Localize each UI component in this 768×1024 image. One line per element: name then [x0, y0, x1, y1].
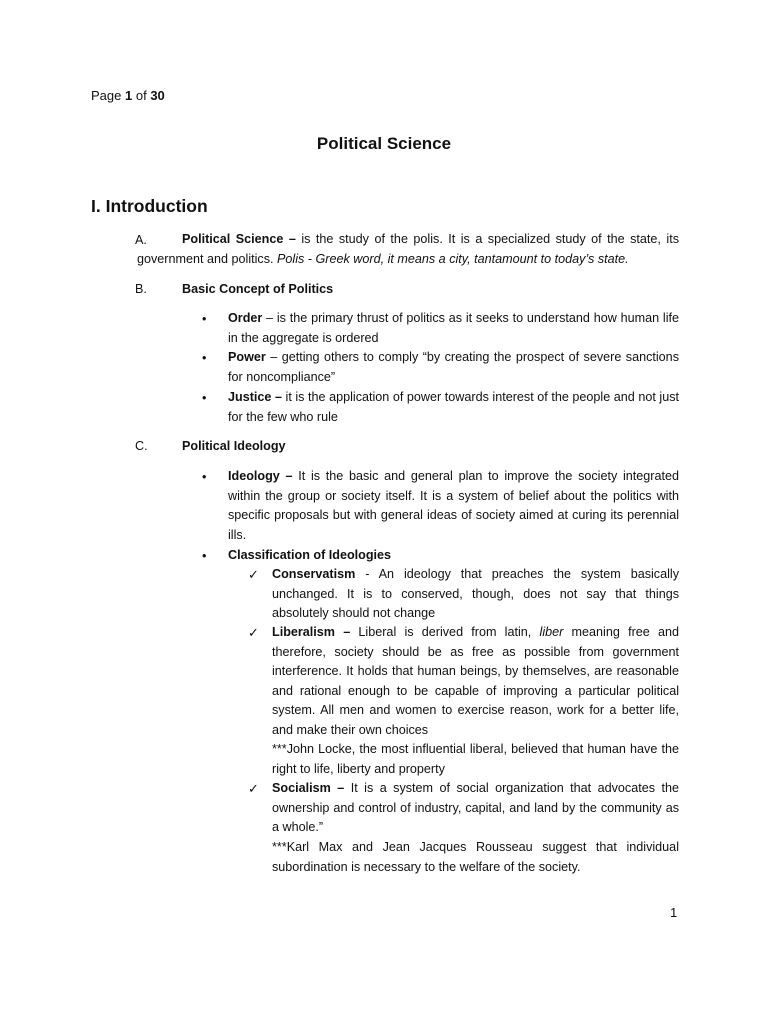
page-prefix: Page: [91, 88, 122, 103]
item-letter-b: B.: [135, 282, 147, 296]
conservatism-text: - An ideology that preaches the system basically unchanged. It is to conserved, though, does not say that things absolutely should not change: [272, 567, 679, 621]
socialism-note: ***Karl Max and Jean Jacques Rousseau suggest that individual subordination is necessary to the welfare of the society.: [272, 840, 679, 874]
order-text: – is the primary thrust of politics as it seeks to understand how human life in the aggregate is ordered: [228, 311, 679, 345]
item-conservatism: [272, 565, 679, 624]
bullet-icon: •: [202, 312, 207, 326]
item-socialism: [272, 779, 679, 838]
term-justice: Justice –: [228, 390, 282, 404]
term-power: Power: [228, 350, 266, 364]
page-of: of: [135, 88, 147, 103]
bullet-ideology: [228, 467, 679, 545]
term-socialism: Socialism –: [272, 781, 345, 795]
item-letter-a: A.: [135, 233, 147, 247]
term-conservatism: Conservatism: [272, 567, 356, 581]
bullet-icon: •: [202, 470, 207, 484]
page-number: 1: [125, 88, 133, 103]
power-text: – getting others to comply “by creating the prospect of severe sanctions for noncompliance”: [228, 350, 679, 384]
polis-note: Polis - Greek word, it means a city, tantamount to today’s state.: [277, 251, 629, 266]
liberalism-text-1: Liberal is derived from latin,: [350, 625, 540, 639]
page-total: 30: [150, 88, 165, 103]
term-order: Order: [228, 311, 263, 325]
paragraph-political-science: [137, 230, 679, 269]
bullet-icon: •: [202, 391, 207, 405]
ideology-text: It is the basic and general plan to improve the society integrated within the group or society itself. It is a system of belief about the politics with specific proposals but with general ideas of society aimed at curing its perennial ills.: [228, 469, 680, 542]
term-liberalism: Liberalism –: [272, 625, 351, 639]
document-title: Political Science: [316, 134, 452, 153]
footer-page-number: 1: [670, 905, 678, 920]
bullet-power: [228, 348, 679, 387]
page-header: [91, 88, 165, 103]
liberalism-note: ***John Locke, the most influential liberal, believed that human have the right to life, liberty and property: [272, 742, 679, 776]
socialism-text: It is a system of social organization that advocates the ownership and control of industry, capital, and land by the community as a whole.”: [272, 781, 679, 835]
justice-text: it is the application of power towards interest of the people and not just for the few who rule: [228, 390, 679, 424]
bullet-order: [228, 309, 679, 348]
term-political-science: Political Science –: [182, 232, 296, 246]
section-heading: I. Introduction: [91, 196, 208, 216]
bullet-icon: •: [202, 351, 207, 365]
checkmark-icon: ✓: [248, 625, 259, 640]
classification-heading: Classification of Ideologies: [228, 548, 392, 562]
subheading-basic-concept: Basic Concept of Politics: [182, 282, 334, 296]
bullet-justice: [228, 388, 679, 427]
liber-word: liber: [539, 625, 564, 639]
political-science-text: is the study of the polis. It is a specialized study of the state, its government and politics.: [137, 232, 679, 266]
checkmark-icon: ✓: [248, 781, 259, 796]
item-liberalism: [272, 623, 679, 741]
checkmark-icon: ✓: [248, 567, 259, 582]
liberalism-text-2: meaning free and therefore, society should be as free as possible from government interference. It holds that human beings, by themselves, are reasonable and rational enough to be capable of improving a particular political system. All men and women to exercise reason, work for a better life, and make their own choices: [272, 625, 679, 737]
bullet-icon: •: [202, 549, 207, 563]
item-letter-c: C.: [135, 439, 148, 453]
term-ideology: Ideology –: [228, 469, 293, 483]
subheading-political-ideology: Political Ideology: [182, 439, 286, 453]
